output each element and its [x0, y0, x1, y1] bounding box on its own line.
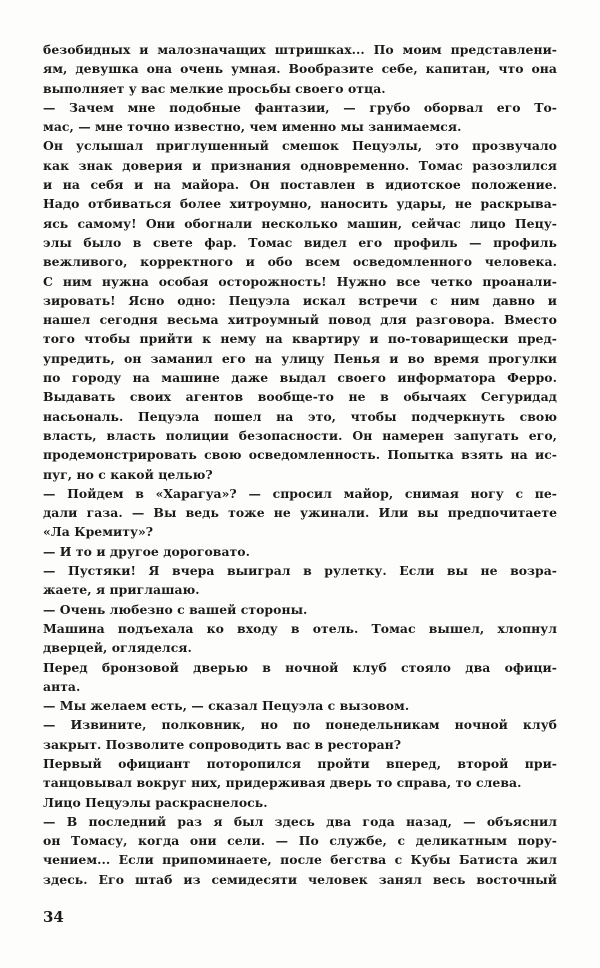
text-line: анта. [43, 678, 81, 694]
text-line: закрыт. Позволите сопроводить вас в ресторан? [43, 736, 402, 752]
text-line: как знак доверия и признания одновременно. Томас разозлился [43, 157, 557, 173]
text-line: С ним нужна особая осторожность! Нужно все четко проанали- [43, 273, 557, 289]
text-line: дверцей, огляделся. [43, 640, 192, 656]
text-line: — В последний раз я был здесь два года назад, — объяснил [43, 813, 557, 829]
text-line: продемонстрировать свою осведомленность. Попытка взять на ис- [43, 447, 557, 463]
text-line: по городу на машине даже выдал своего информатора Ферро. [43, 370, 557, 386]
text-line: танцовывал вокруг них, придерживая дверь то справа, то слева. [43, 775, 522, 791]
text-line: ясь самому! Они обогнали несколько машин, сейчас лицо Пецу- [43, 215, 557, 231]
text-line: упредить, он заманил его на улицу Пенья и во время прогулки [43, 350, 557, 366]
text-line: — Мы желаем есть, — сказал Пецуэла с вызовом. [43, 698, 410, 714]
text-line: вежливого, корректного и обо всем осведомленного человека. [43, 254, 557, 270]
text-line: Он услышал приглушенный смешок Пецуэлы, это прозвучало [43, 138, 557, 154]
text-line: Надо отбиваться более хитроумно, наносить удары, не раскрыва- [43, 196, 557, 212]
text-line: — Пойдем в «Харагуа»? — спросил майор, снимая ногу с пе- [43, 485, 557, 501]
text-line: нашел сегодня весьма хитроумный повод для разговора. Вместо [43, 312, 557, 328]
page-number: 34 [43, 908, 64, 926]
text-line: — Очень любезно с вашей стороны. [43, 601, 308, 617]
text-line: власть, власть полиции безопасности. Он намерен запугать его, [43, 427, 557, 443]
text-line: выполняет у вас мелкие просьбы своего отца. [43, 80, 386, 96]
text-line: зировать! Ясно одно: Пецуэла искал встречи с ним давно и [43, 292, 557, 308]
text-line: — Зачем мне подобные фантазии, — грубо оборвал его То- [43, 99, 557, 115]
text-line: «Ла Кремиту»? [43, 524, 154, 540]
text-line: Выдавать своих агентов вообще-то не в обычаях Сегуридад [43, 389, 557, 405]
text-line: чением... Если припоминаете, после бегства с Кубы Батиста жил [43, 852, 557, 868]
text-line: ям, девушка она очень умная. Вообразите себе, капитан, что она [43, 61, 557, 77]
text-line: — Пустяки! Я вчера выиграл в рулетку. Если вы не возра- [43, 563, 557, 579]
text-line: Первый официант поторопился пройти вперед, второй при- [43, 755, 557, 771]
text-line: мас, — мне точно известно, чем именно мы занимаемся. [43, 119, 462, 135]
text-line: безобидных и малозначащих штришках... По моим представлени- [43, 42, 557, 57]
text-line: здесь. Его штаб из семидесяти человек занял весь восточный [43, 871, 557, 887]
text-line: того чтобы прийти к нему на квартиру и по-товарищески пред- [43, 331, 557, 347]
text-line: элы было в свете фар. Томас видел его профиль — профиль [43, 234, 557, 250]
text-line: Перед бронзовой дверью в ночной клуб стояло два офици- [43, 659, 557, 675]
page-body-text [43, 40, 557, 889]
text-line: он Томасу, когда они сели. — По службе, с деликатным пору- [43, 833, 557, 849]
text-line: Машина подъехала ко входу в отель. Томас вышел, хлопнул [43, 620, 557, 636]
text-line: — Извините, полковник, но по понедельникам ночной клуб [43, 717, 557, 733]
text-line: жаете, я приглашаю. [43, 582, 200, 598]
text-line: пуг, но с какой целью? [43, 466, 213, 482]
text-line: Лицо Пецуэлы раскраснелось. [43, 794, 268, 810]
text-line: насьональ. Пецуэла пошел на это, чтобы подчеркнуть свою [43, 408, 557, 424]
text-line: — И то и другое дороговато. [43, 543, 250, 559]
text-line: и на себя и на майора. Он поставлен в идиотское положение. [43, 177, 557, 193]
text-line: дали газа. — Вы ведь тоже не ужинали. Или вы предпочитаете [43, 505, 557, 521]
